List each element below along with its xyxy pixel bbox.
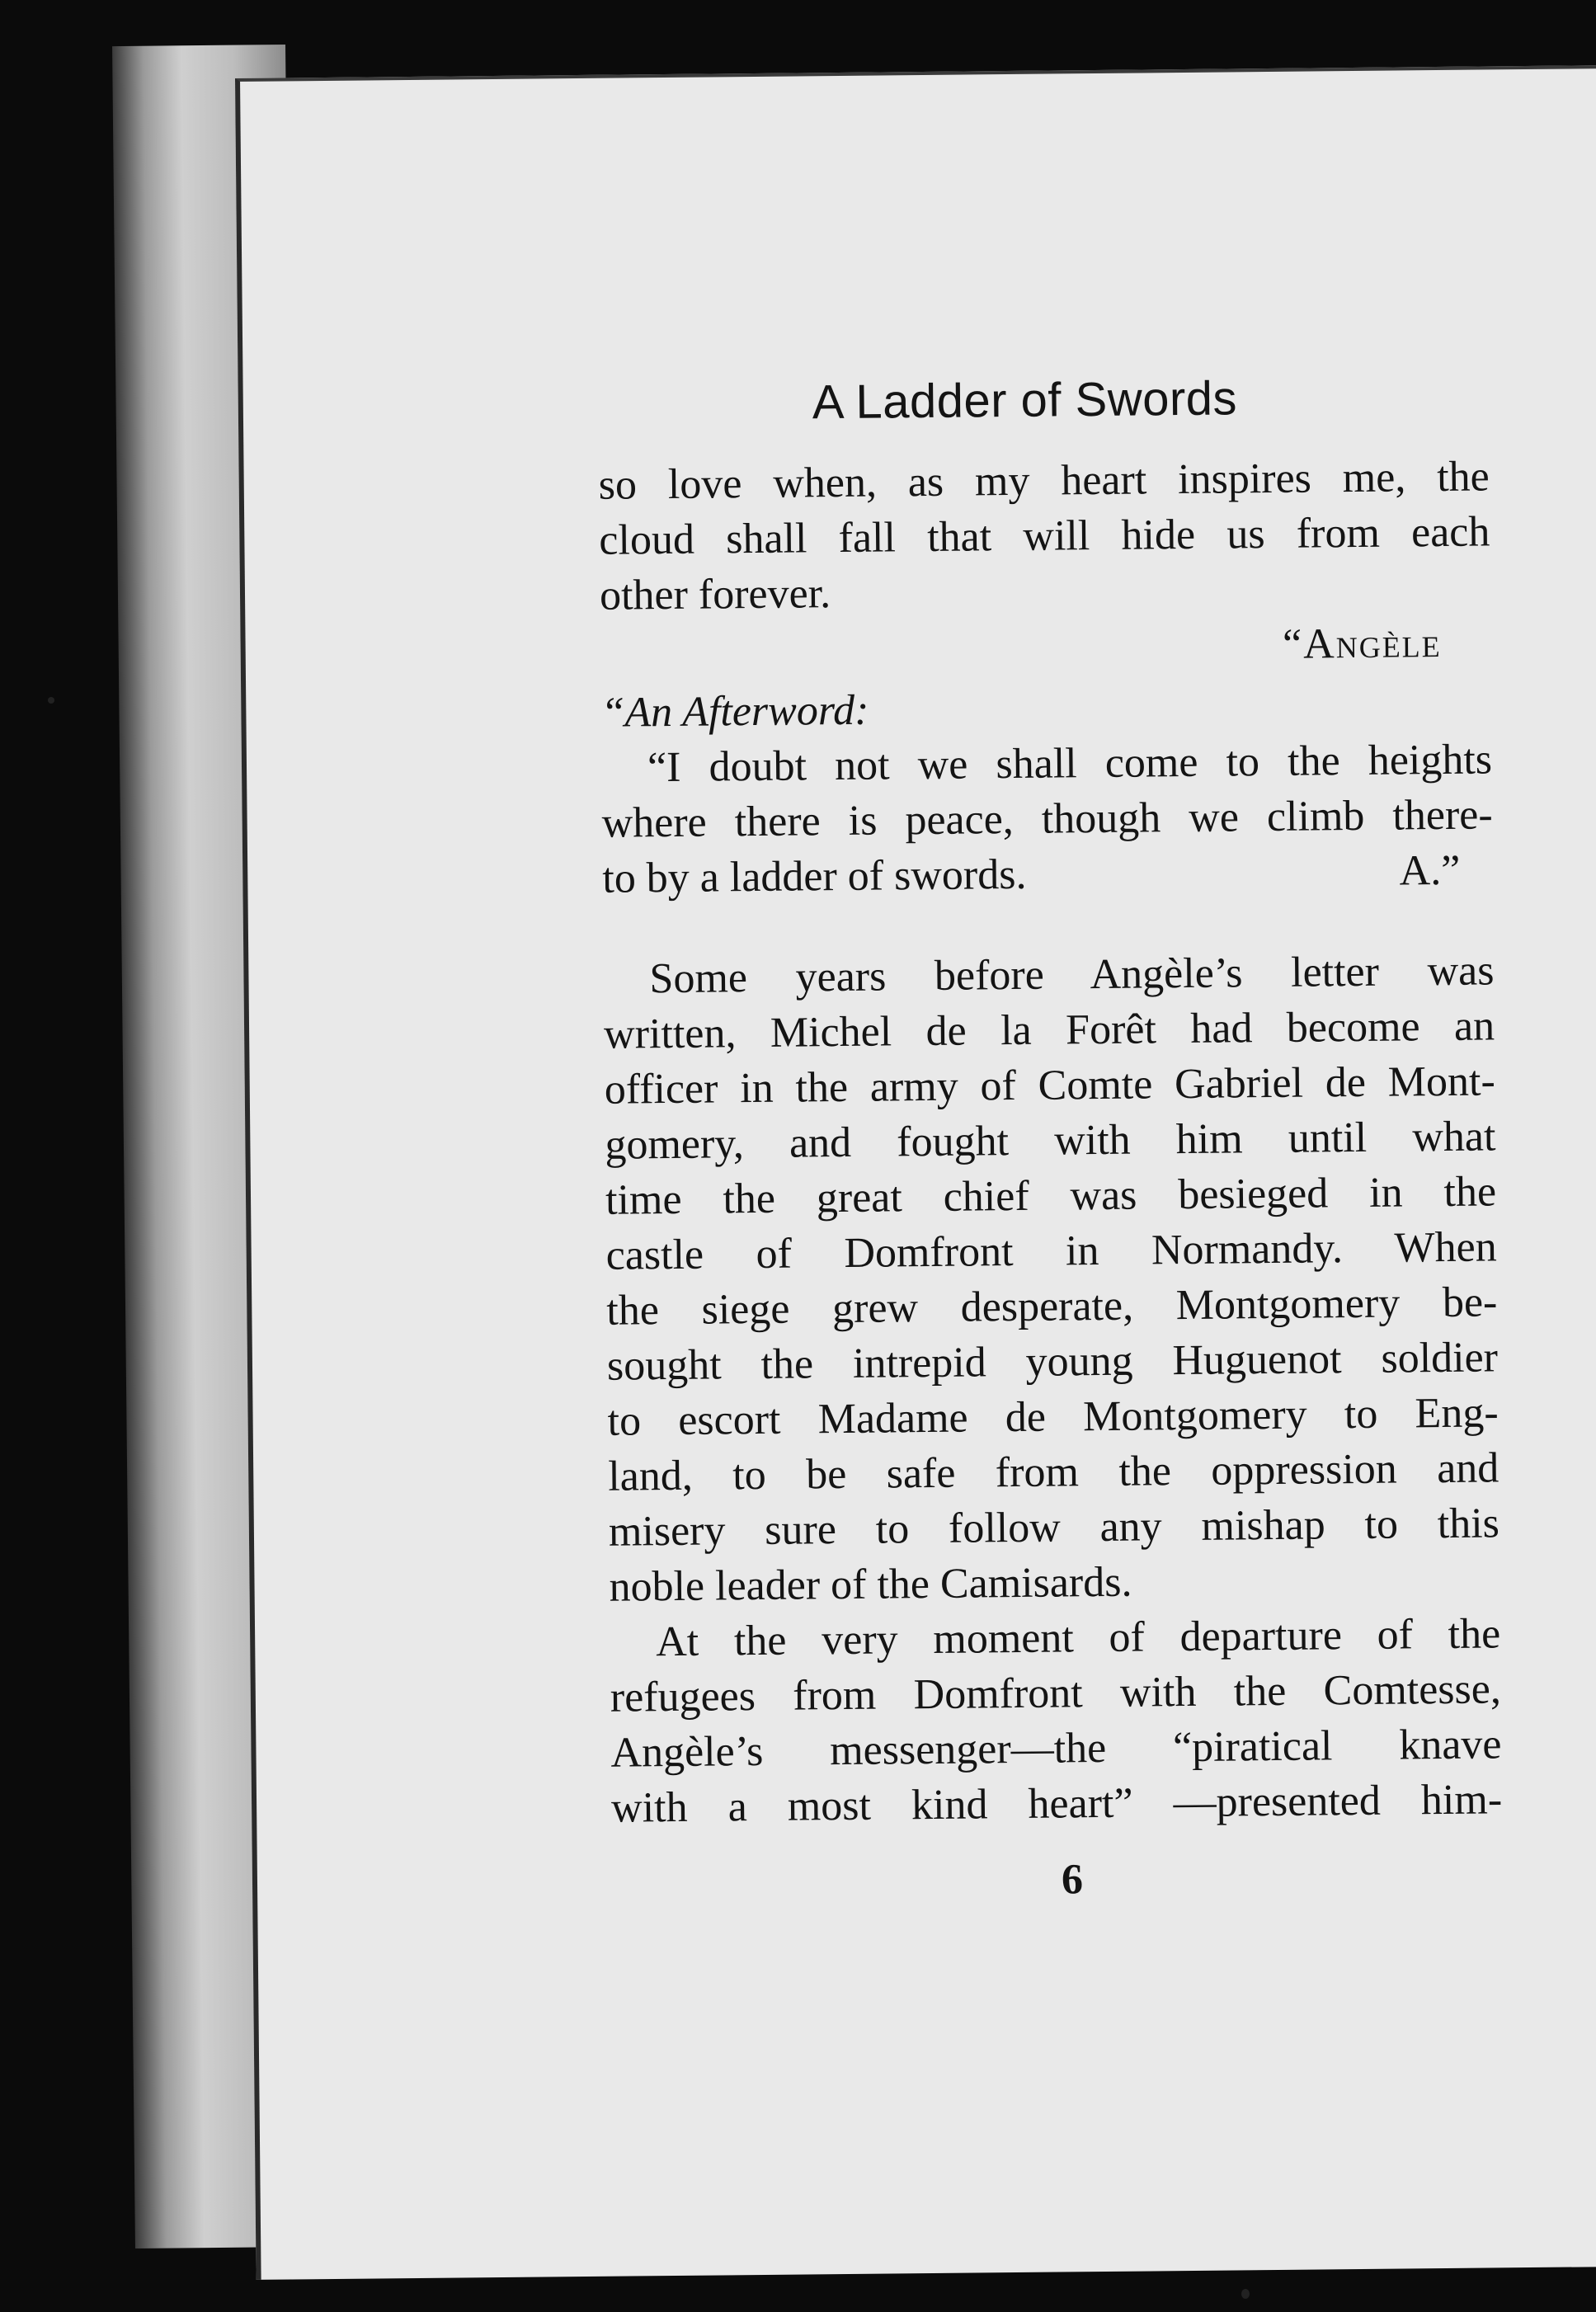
text-line: noble leader of the Camisards.	[609, 1558, 1132, 1611]
body-text	[598, 449, 1502, 1835]
text-line: sought the intrepid young Huguenot soldier	[606, 1334, 1499, 1390]
text-line: to by a ladder of swords.	[602, 850, 1027, 902]
book-page	[235, 65, 1596, 2280]
text-line: so love when, as my heart inspires me, the	[598, 453, 1490, 509]
text-line: castle of Domfront in Normandy. When	[605, 1223, 1497, 1279]
scan-speck	[48, 697, 54, 704]
page-number: 6	[1061, 1856, 1084, 1904]
text-line: written, Michel de la Forêt had become an	[603, 1002, 1495, 1058]
text-line: cloud shall fall that will hide us from each	[599, 508, 1490, 564]
text-line: land, to be safe from the oppression and	[608, 1444, 1499, 1500]
text-line: refugees from Domfront with the Comtesse,	[610, 1665, 1502, 1721]
text-line: the siege grew desperate, Montgomery be-	[606, 1278, 1498, 1335]
text-line: with a most kind heart” —presented him-	[610, 1776, 1503, 1832]
running-head: A Ladder of Swords	[812, 371, 1238, 430]
text-line: “I doubt not we shall come to the heights	[647, 736, 1493, 792]
afterword-closing-line	[602, 842, 1494, 906]
afterword-initial: A.”	[1399, 846, 1461, 895]
afterword-heading: “An Afterword:	[600, 686, 869, 737]
text-line: to escort Madame de Montgomery to Eng-	[607, 1389, 1499, 1445]
text-line: misery sure to follow any mishap to this	[608, 1500, 1500, 1556]
text-line: time the great chief was besieged in the	[605, 1168, 1497, 1224]
scan-speck	[1241, 2289, 1250, 2299]
letter-signature: “Angèle	[1282, 619, 1442, 668]
text-line: Some years before Angèle’s letter was	[649, 947, 1495, 1003]
text-line: where there is peace, though we climb there-	[601, 791, 1493, 847]
text-line: gomery, and fought with him until what	[605, 1113, 1496, 1169]
text-line: At the very moment of departure of the	[655, 1610, 1501, 1666]
text-line: Angèle’s messenger—the “piratical knave	[610, 1721, 1502, 1777]
text-line: officer in the army of Comte Gabriel de Mont-	[604, 1057, 1496, 1114]
text-line: other forever.	[599, 570, 831, 619]
